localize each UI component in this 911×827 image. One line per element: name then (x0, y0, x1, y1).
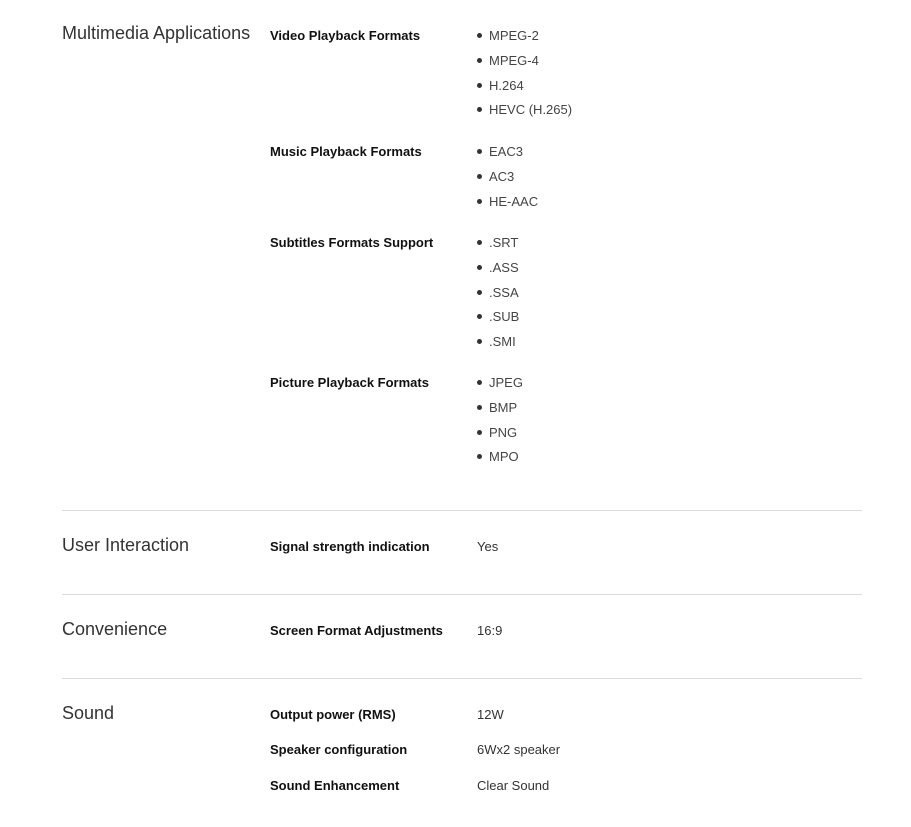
bullet-icon (477, 430, 482, 435)
spec-value: 12W (477, 707, 504, 722)
section-convenience (62, 595, 862, 679)
section-title: Sound (62, 703, 115, 723)
section-title: Multimedia Applications (62, 23, 251, 43)
spec-label: Speaker configuration (270, 742, 408, 757)
section-title: User Interaction (62, 535, 190, 555)
bullet-icon (477, 33, 482, 38)
bullet-icon (477, 454, 482, 459)
list-item: HE-AAC (477, 195, 538, 220)
spec-value-list (477, 145, 538, 219)
list-item: EAC3 (477, 145, 538, 170)
list-item: HEVC (H.265) (477, 103, 572, 128)
spec-value: 6Wx2 speaker (477, 742, 561, 757)
spec-value: Yes (477, 539, 499, 554)
spec-label: Signal strength indication (270, 539, 430, 554)
list-item: .SSA (477, 286, 519, 311)
spec-label: Video Playback Formats (270, 28, 421, 43)
list-item: .SRT (477, 236, 519, 261)
bullet-icon (477, 265, 482, 270)
bullet-icon (477, 199, 482, 204)
list-item: BMP (477, 401, 523, 426)
bullet-icon (477, 290, 482, 295)
list-item: .ASS (477, 261, 519, 286)
bullet-icon (477, 107, 482, 112)
bullet-icon (477, 174, 482, 179)
list-item: .SUB (477, 310, 519, 335)
section-title: Convenience (62, 619, 168, 639)
spec-label: Subtitles Formats Support (270, 235, 434, 250)
spec-label: Picture Playback Formats (270, 375, 429, 390)
list-item: MPEG-4 (477, 54, 572, 79)
list-item: PNG (477, 426, 523, 451)
list-item: AC3 (477, 170, 538, 195)
spec-label: Sound Enhancement (270, 778, 400, 793)
section-user-interaction (62, 511, 862, 595)
spec-value: Clear Sound (477, 778, 550, 793)
section-sound (62, 679, 862, 827)
spec-label: Screen Format Adjustments (270, 623, 443, 638)
spec-label: Music Playback Formats (270, 144, 422, 159)
bullet-icon (477, 58, 482, 63)
list-item: MPO (477, 450, 523, 475)
bullet-icon (477, 83, 482, 88)
list-item: JPEG (477, 376, 523, 401)
bullet-icon (477, 405, 482, 410)
spec-value-list (477, 376, 523, 475)
bullet-icon (477, 380, 482, 385)
specifications-table (62, 0, 862, 827)
bullet-icon (477, 314, 482, 319)
list-item: MPEG-2 (477, 29, 572, 54)
bullet-icon (477, 339, 482, 344)
spec-value-list (477, 29, 572, 128)
bullet-icon (477, 149, 482, 154)
list-item: H.264 (477, 79, 572, 104)
bullet-icon (477, 240, 482, 245)
spec-label: Output power (RMS) (270, 707, 396, 722)
list-item: .SMI (477, 335, 519, 360)
section-multimedia-applications (62, 0, 862, 511)
spec-value: 16:9 (477, 623, 503, 638)
spec-value-list (477, 236, 519, 360)
